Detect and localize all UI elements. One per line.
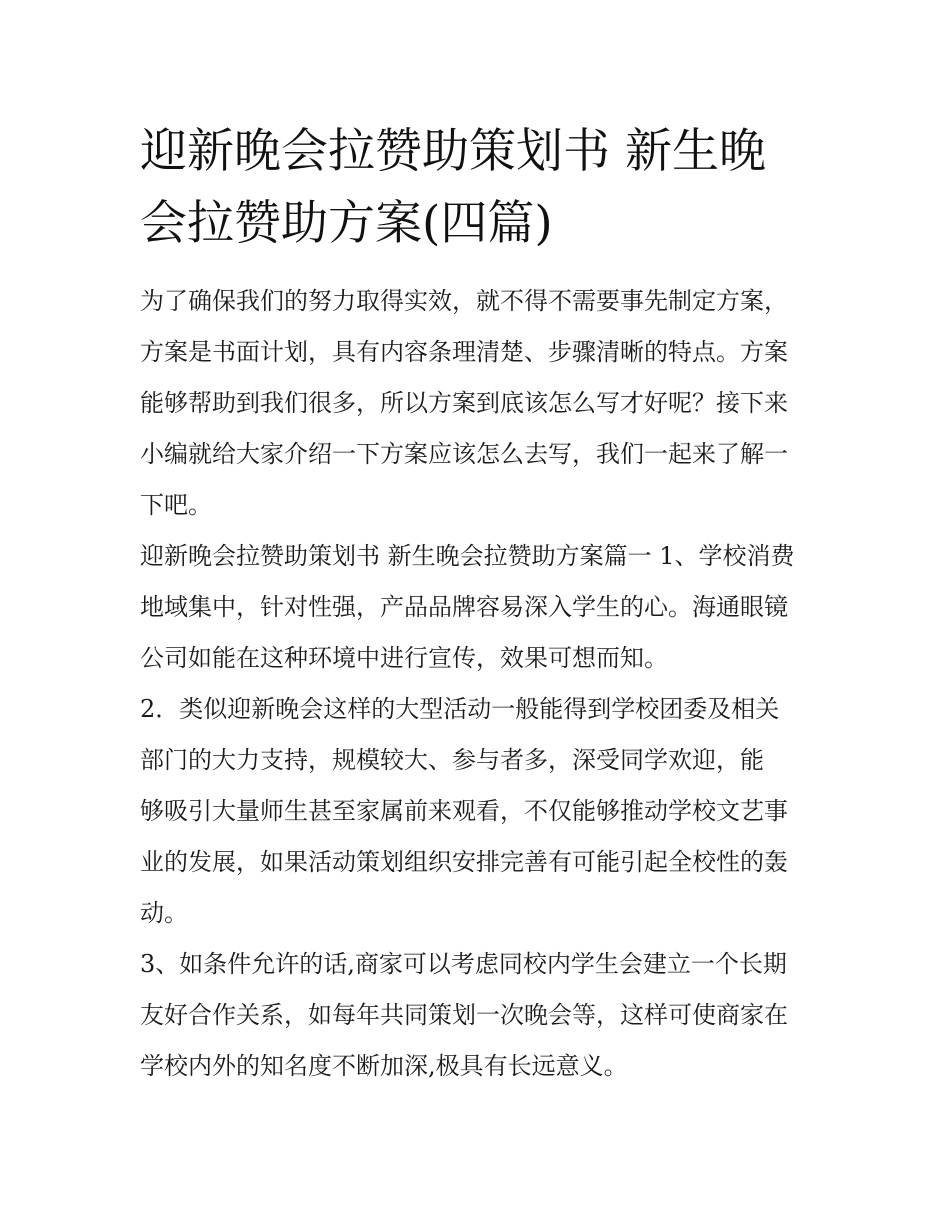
point-two-paragraph [140, 684, 820, 939]
text-line: 迎新晚会拉赞助策划书 新生晚会拉赞助方案篇一 1、学校消费 [140, 542, 795, 570]
text-line: 学校内外的知名度不断加深,极具有长远意义。 [140, 1052, 628, 1080]
text-line: 够吸引大量师生甚至家属前来观看，不仅能够推动学校文艺事 [140, 797, 788, 825]
title-line: 会拉赞助方案(四篇) [140, 196, 553, 251]
text-line: 2．类似迎新晚会这样的大型活动一般能得到学校团委及相关 [140, 695, 780, 723]
text-line: 友好合作关系，如每年共同策划一次晚会等，这样可使商家在 [140, 1001, 788, 1029]
text-line: 地域集中，针对性强，产品品牌容易深入学生的心。海通眼镜 [140, 593, 788, 621]
section-one-paragraph [140, 531, 820, 684]
text-line: 能够帮助到我们很多，所以方案到底该怎么写才好呢？接下来 [140, 389, 788, 417]
document-title [140, 116, 820, 260]
text-line: 3、如条件允许的话,商家可以考虑同校内学生会建立一个长期 [140, 950, 787, 978]
text-line: 动。 [140, 899, 188, 927]
text-line: 业的发展，如果活动策划组织安排完善有可能引起全校性的轰 [140, 848, 788, 876]
intro-paragraph [140, 276, 820, 531]
point-three-paragraph [140, 939, 820, 1092]
title-line: 迎新晚会拉赞助策划书 新生晚 [140, 124, 766, 179]
text-line: 方案是书面计划，具有内容条理清楚、步骤清晰的特点。方案 [140, 338, 788, 366]
text-line: 小编就给大家介绍一下方案应该怎么去写，我们一起来了解一 [140, 440, 788, 468]
text-line: 下吧。 [140, 491, 212, 519]
text-line: 部门的大力支持，规模较大、参与者多，深受同学欢迎，能 [140, 746, 764, 774]
text-line: 为了确保我们的努力取得实效，就不得不需要事先制定方案， [140, 287, 788, 315]
text-line: 公司如能在这种环境中进行宣传，效果可想而知。 [140, 644, 668, 672]
